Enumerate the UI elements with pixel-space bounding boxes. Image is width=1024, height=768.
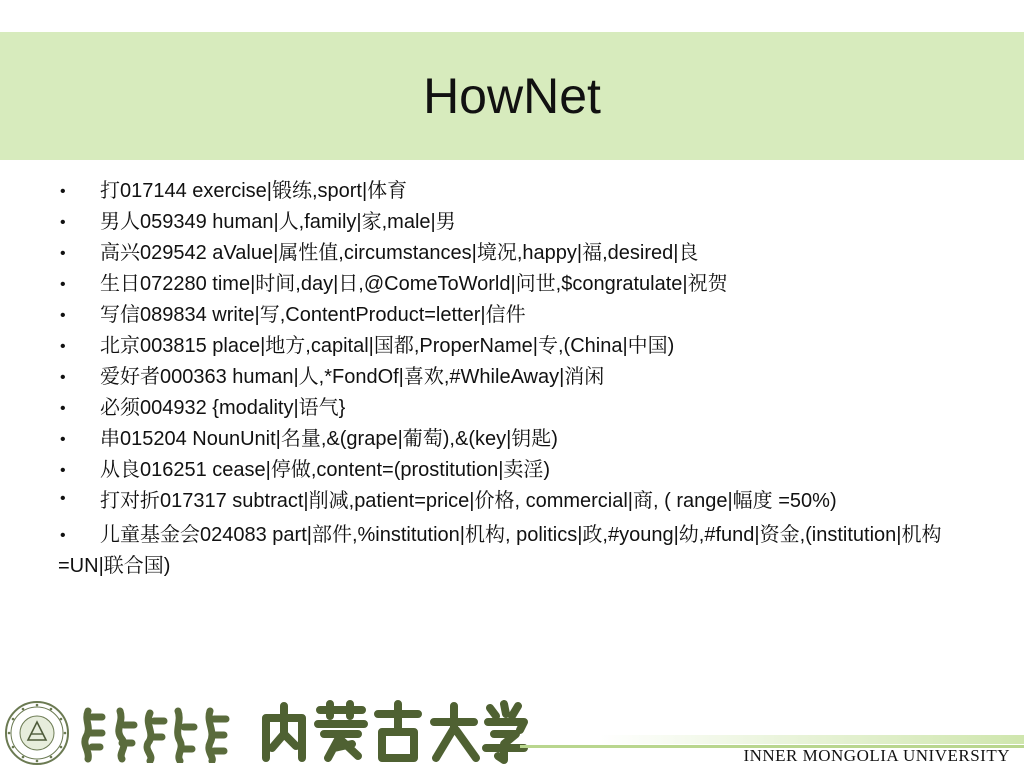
bullet-icon: • <box>60 245 66 262</box>
list-item <box>58 300 978 331</box>
bullet-icon: • <box>60 183 66 200</box>
university-seal-icon <box>4 700 70 766</box>
list-item-text: 爱好者000363 human|人,*FondOf|喜欢,#WhileAway|消闲 <box>100 366 605 388</box>
mongolian-script-logo <box>78 703 238 763</box>
list-item-text: 写信089834 write|写,ContentProduct=letter|信件 <box>100 304 526 326</box>
list-item <box>58 393 978 424</box>
list-item <box>58 362 978 393</box>
list-item <box>58 238 978 269</box>
list-item <box>58 424 978 455</box>
chinese-calligraphy-logo <box>258 700 528 764</box>
list-item-text: 串015204 NounUnit|名量,&(grape|葡萄),&(key|钥匙) <box>100 428 558 450</box>
list-item-text: 男人059349 human|人,family|家,male|男 <box>100 211 456 233</box>
list-item <box>58 520 978 582</box>
list-item <box>58 331 978 362</box>
footer-university-name: INNER MONGOLIA UNIVERSITY <box>743 746 1010 765</box>
bullet-icon: • <box>60 527 66 544</box>
bullet-icon: • <box>60 400 66 417</box>
list-item-text: 从良016251 cease|停做,content=(prostitution|卖淫) <box>100 459 551 481</box>
bullet-icon: • <box>60 214 66 231</box>
footer-band <box>600 735 1024 744</box>
list-item-text: 打017144 exercise|锻练,sport|体育 <box>100 180 408 202</box>
list-item <box>58 486 978 518</box>
bullet-icon: • <box>60 490 66 507</box>
list-item-text: 高兴029542 aValue|属性值,circumstances|境况,happy|福,desired|良 <box>100 242 699 264</box>
list-item <box>58 455 978 486</box>
bullet-icon: • <box>60 276 66 293</box>
list-item <box>58 207 978 238</box>
bullet-icon: • <box>60 462 66 479</box>
list-item <box>58 176 978 207</box>
bullet-icon: • <box>60 431 66 448</box>
bullet-icon: • <box>60 307 66 324</box>
bullet-icon: • <box>60 369 66 386</box>
list-item-text: 北京003815 place|地方,capital|国都,ProperName|专,(China|中国) <box>100 335 675 357</box>
list-item <box>58 269 978 300</box>
list-item-text: 打对折017317 subtract|削减,patient=price|价格, commercial|商, ( range|幅度 =50%) <box>100 490 837 512</box>
list-item-text: 必须004932 {modality|语气} <box>100 397 346 419</box>
bullet-icon: • <box>60 338 66 355</box>
bullet-list <box>58 176 978 582</box>
list-item-text: 生日072280 time|时间,day|日,@ComeToWorld|问世,$congratulate|祝贺 <box>100 273 728 295</box>
list-item-text: 儿童基金会024083 part|部件,%institution|机构, politics|政,#young|幼,#fund|资金,(institution|机构=UN|联合国) <box>58 524 942 577</box>
slide-title: HowNet <box>423 68 601 124</box>
